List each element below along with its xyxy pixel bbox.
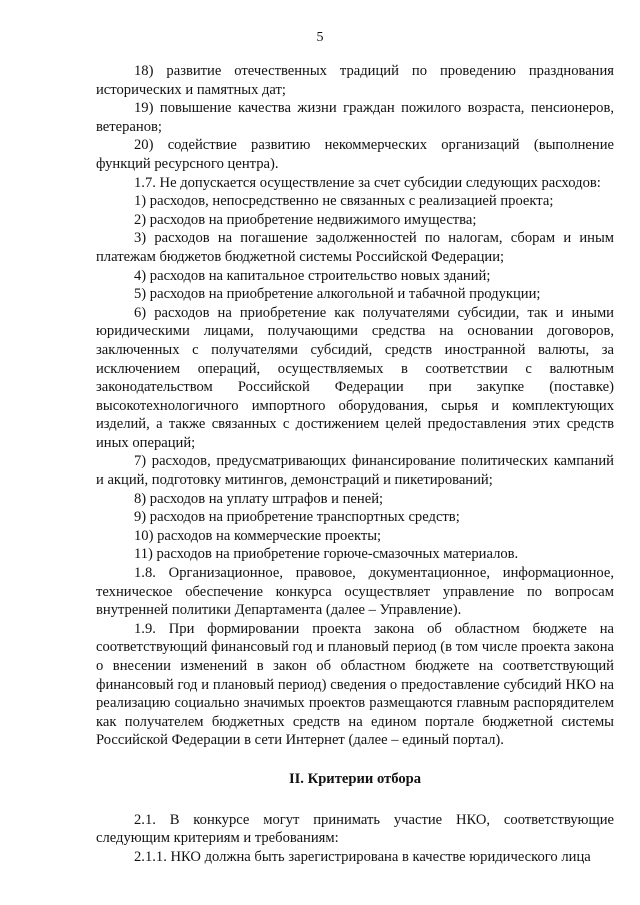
- paragraph: 8) расходов на уплату штрафов и пеней;: [134, 490, 384, 507]
- page-number: 5: [316, 30, 324, 45]
- paragraph: 1.8. Организационное, правовое, документационное, информационное, техническое обеспечение конкурса осуществляет управление по вопросам внутренней политики Департамента (далее – Управление).: [96, 565, 614, 619]
- paragraph: 18) развитие отечественных традиций по проведению празднования исторических и памятных дат;: [96, 63, 614, 98]
- paragraph: 2.1. В конкурсе могут принимать участие НКО, соответствующие следующим критериям и требованиям:: [96, 811, 614, 847]
- document-body: [96, 62, 614, 866]
- paragraph: 19) повышение качества жизни граждан пожилого возраста, пенсионеров, ветеранов;: [96, 100, 614, 135]
- paragraph: 4) расходов на капитальное строительство новых зданий;: [134, 267, 491, 284]
- paragraph: 2) расходов на приобретение недвижимого имущества;: [134, 211, 477, 228]
- paragraph: 1.7. Не допускается осуществление за счет субсидии следующих расходов:: [134, 174, 601, 191]
- paragraph: 3) расходов на погашение задолженностей по налогам, сборам и иным платежам бюджетов бюджетной системы Российской Федерации;: [96, 230, 614, 265]
- paragraph-group-top: [96, 62, 614, 750]
- paragraph: 6) расходов на приобретение как получателями субсидии, так и иными юридическими лицами, получающими средства на основании договоров, заключенных с получателями субсидий, средств иностранной валюты, за исключением операций, осуществляемых в соответствии с валютным законодательством Российской Федерации при закупке (поставке) высокотехнологичного импортного оборудования, сырья и комплектующих изделий, а также связанных с достижением целей предоставления этих средств иных операций;: [96, 304, 614, 451]
- paragraph: 11) расходов на приобретение горюче-смазочных материалов.: [134, 546, 519, 563]
- paragraph: 20) содействие развитию некоммерческих организаций (выполнение функций ресурсного центра).: [96, 137, 614, 172]
- paragraph-group-bottom: [96, 811, 614, 867]
- paragraph: 1.9. При формировании проекта закона об областном бюджете на соответствующий финансовый год и плановый период (в том числе проекта закона о внесении изменений в закон об областном бюджете на соответствующий финансовый год и плановый период) сведения о предоставление субсидий НКО на реализацию социально значимых проектов размещаются главным распорядителем как получателем бюджетных средств на едином портале бюджетной системы Российской Федерации в сети Интернет (далее – единый портал).: [96, 620, 614, 749]
- paragraph: 5) расходов на приобретение алкогольной и табачной продукции;: [134, 286, 541, 303]
- paragraph: 10) расходов на коммерческие проекты;: [134, 527, 382, 544]
- paragraph: 1) расходов, непосредственно не связанных с реализацией проекта;: [134, 193, 554, 210]
- paragraph: 9) расходов на приобретение транспортных средств;: [134, 509, 460, 526]
- paragraph: 2.1.1. НКО должна быть зарегистрирована в качестве юридического лица: [134, 848, 591, 865]
- paragraph: 7) расходов, предусматривающих финансирование политических кампаний и акций, подготовку митингов, демонстраций и пикетирований;: [96, 453, 614, 489]
- section-heading: II. Критерии отбора: [288, 770, 422, 787]
